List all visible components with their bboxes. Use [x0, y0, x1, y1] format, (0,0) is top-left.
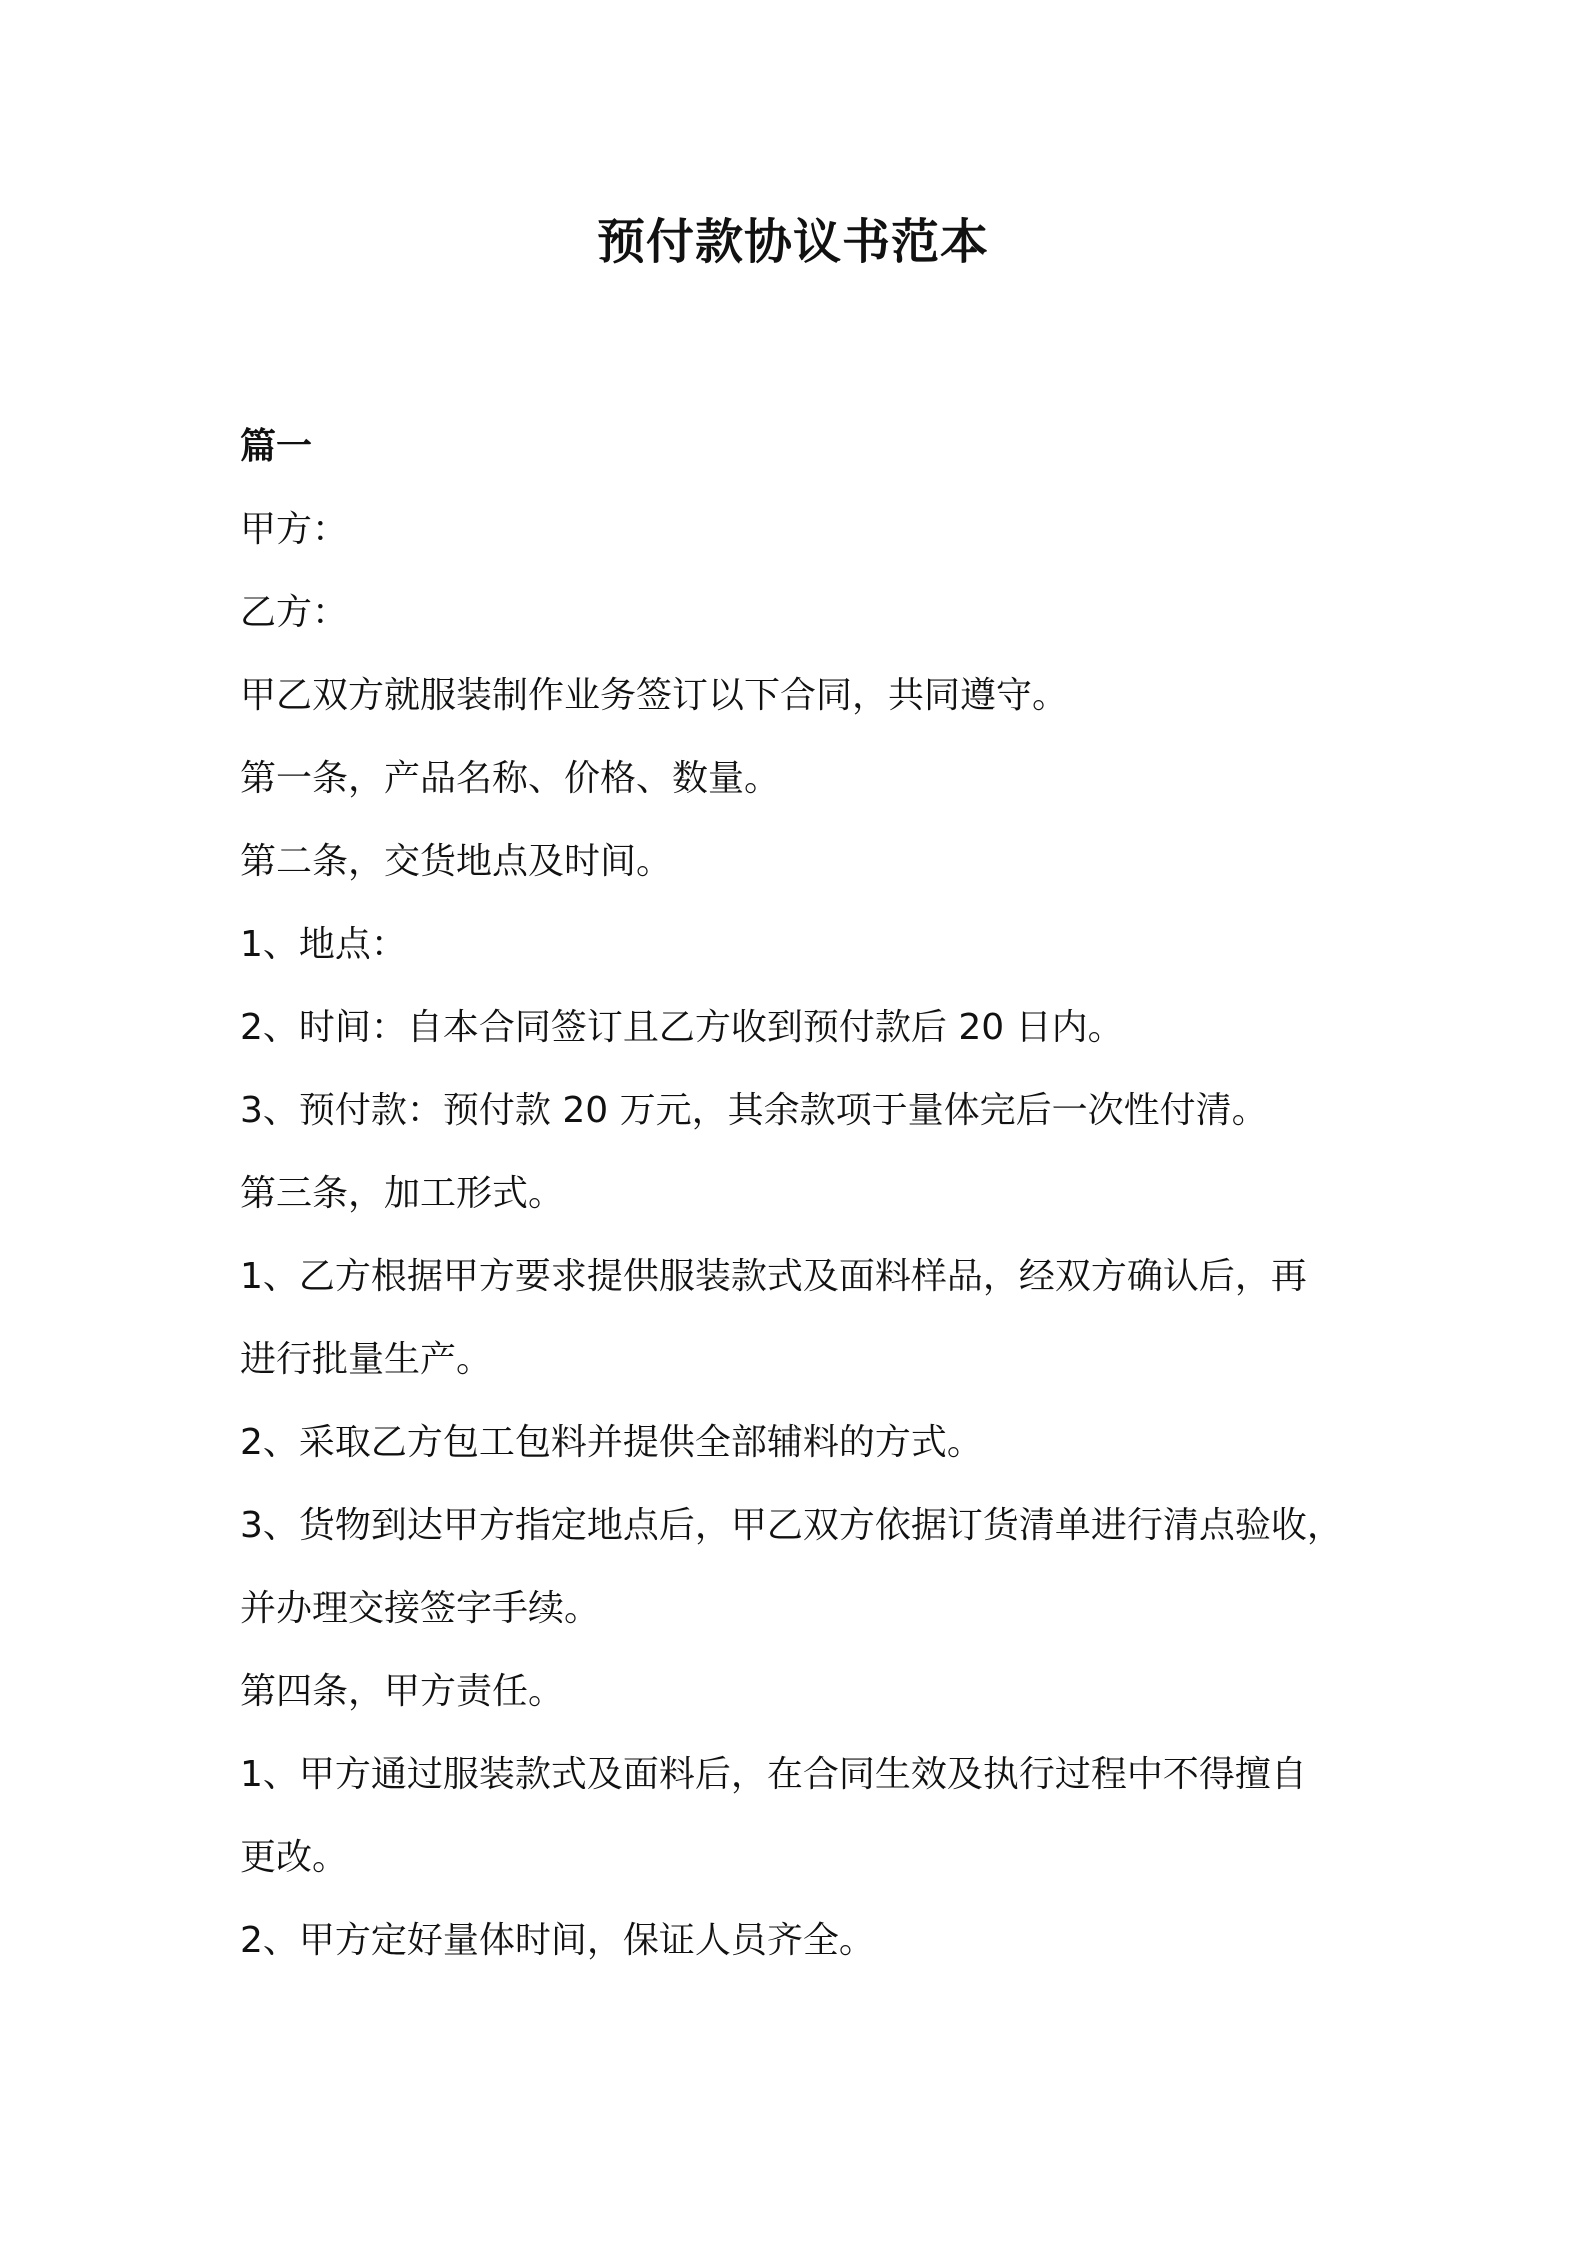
article-3: 第三条，加工形式。 [240, 1173, 565, 1214]
article-4-item-1: 1、甲方通过服装款式及面料后，在合同生效及执行过程中不得擅自 [240, 1754, 1307, 1795]
intro-paragraph: 甲乙双方就服装制作业务签订以下合同，共同遵守。 [240, 675, 1069, 716]
article-3-item-1-cont: 进行批量生产。 [240, 1339, 493, 1380]
article-2-item-1: 1、地点： [240, 924, 407, 965]
article-3-item-3: 3、货物到达甲方指定地点后，甲乙双方依据订货清单进行清点验收， [240, 1505, 1343, 1546]
party-a-line: 甲方： [240, 509, 349, 550]
article-4-item-2: 2、甲方定好量体时间，保证人员齐全。 [240, 1920, 875, 1961]
article-1: 第一条，产品名称、价格、数量。 [240, 758, 781, 799]
article-2-item-3: 3、预付款：预付款 20 万元，其余款项于量体完后一次性付清。 [240, 1090, 1268, 1131]
document-title: 预付款协议书范本 [596, 214, 989, 270]
article-3-item-2: 2、采取乙方包工包料并提供全部辅料的方式。 [240, 1422, 983, 1463]
article-2-item-2: 2、时间：自本合同签订且乙方收到预付款后 20 日内。 [240, 1007, 1124, 1048]
article-3-item-3-cont: 并办理交接签字手续。 [240, 1588, 601, 1629]
article-4-item-1-cont: 更改。 [240, 1837, 349, 1878]
article-3-item-1: 1、乙方根据甲方要求提供服装款式及面料样品，经双方确认后，再 [240, 1256, 1307, 1297]
document-body [240, 405, 1380, 1982]
party-b-line: 乙方： [240, 592, 349, 633]
article-4: 第四条，甲方责任。 [240, 1671, 565, 1712]
section-label: 篇一 [240, 426, 313, 467]
article-2: 第二条，交货地点及时间。 [240, 841, 673, 882]
